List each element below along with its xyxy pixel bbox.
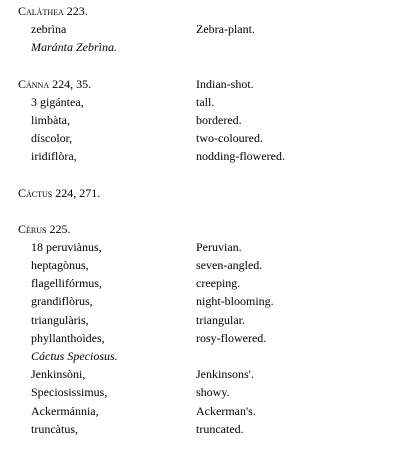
species-row [0, 292, 419, 310]
genus-block [0, 75, 419, 166]
genus-common-name [196, 2, 419, 20]
species-common-name: two-coloured. [196, 131, 263, 146]
species-row [0, 329, 419, 347]
synonym-row [0, 347, 419, 365]
genus-name: Cáctus 224, 271. [18, 185, 101, 200]
species-name: grandiflòrus, [31, 294, 93, 309]
species-common-name [196, 347, 419, 365]
species-name: triangulàris, [31, 312, 89, 327]
species-name: díscolor, [31, 131, 73, 146]
species-common-name: creeping. [196, 276, 241, 291]
species-common-name: Jenkinsons'. [196, 367, 254, 382]
synonym-row [0, 38, 419, 56]
synonym-name: Maránta Zebrìna. [31, 40, 118, 55]
genus-name: Cánna 224, 35. [18, 76, 92, 91]
species-name: limbàta, [31, 112, 70, 127]
species-common-name: rosy-flowered. [196, 330, 267, 345]
species-name: Ackermánnia, [31, 403, 99, 418]
species-name: zebrìna [31, 22, 67, 37]
species-row [0, 420, 419, 438]
species-common-name: triangular. [196, 312, 245, 327]
species-row [0, 256, 419, 274]
species-row [0, 274, 419, 292]
species-name: iridiflòra, [31, 149, 77, 164]
synonym-name: Cáctus Speciosus. [31, 349, 118, 363]
genus-common-name [196, 184, 419, 202]
species-name: flagellifórmus, [31, 276, 102, 291]
species-row [0, 129, 419, 147]
species-common-name: seven-angled. [196, 258, 263, 273]
species-name: Jenkinsòni, [31, 367, 86, 382]
species-common-name: Zebra-plant. [196, 22, 255, 37]
species-row [0, 238, 419, 256]
species-common-name: Ackerman's. [196, 403, 256, 418]
genus-common-name [196, 220, 419, 238]
species-name: 18 peruviànus, [31, 239, 102, 254]
species-common-name: nodding-flowered. [196, 149, 285, 164]
genus-block [0, 2, 419, 57]
species-common-name: tall. [196, 94, 215, 109]
genus-name: Calàthea 223. [18, 4, 88, 18]
species-common-name [196, 38, 419, 56]
species-row [0, 147, 419, 165]
species-row [0, 311, 419, 329]
genus-header [0, 2, 419, 20]
species-row [0, 365, 419, 383]
species-name: phyllanthoìdes, [31, 330, 105, 345]
species-name: Speciosissimus, [31, 385, 108, 400]
species-row [0, 111, 419, 129]
species-common-name: truncated. [196, 421, 244, 436]
genus-name: Cèrus 225. [18, 221, 71, 236]
genus-block [0, 184, 419, 202]
species-row [0, 20, 419, 38]
genus-header [0, 184, 419, 202]
genus-common-name: Indian-shot. [196, 76, 254, 91]
species-common-name: night-blooming. [196, 294, 274, 309]
species-name: 3 gigántea, [31, 94, 84, 109]
species-common-name: bordered. [196, 112, 242, 127]
genus-header [0, 75, 419, 93]
genus-block [0, 220, 419, 438]
species-common-name: Peruvian. [196, 239, 242, 254]
species-row [0, 402, 419, 420]
species-row [0, 93, 419, 111]
genus-header [0, 220, 419, 238]
species-common-name: showy. [196, 385, 230, 400]
species-name: heptagònus, [31, 258, 89, 273]
species-name: truncàtus, [31, 421, 78, 436]
species-row [0, 383, 419, 401]
